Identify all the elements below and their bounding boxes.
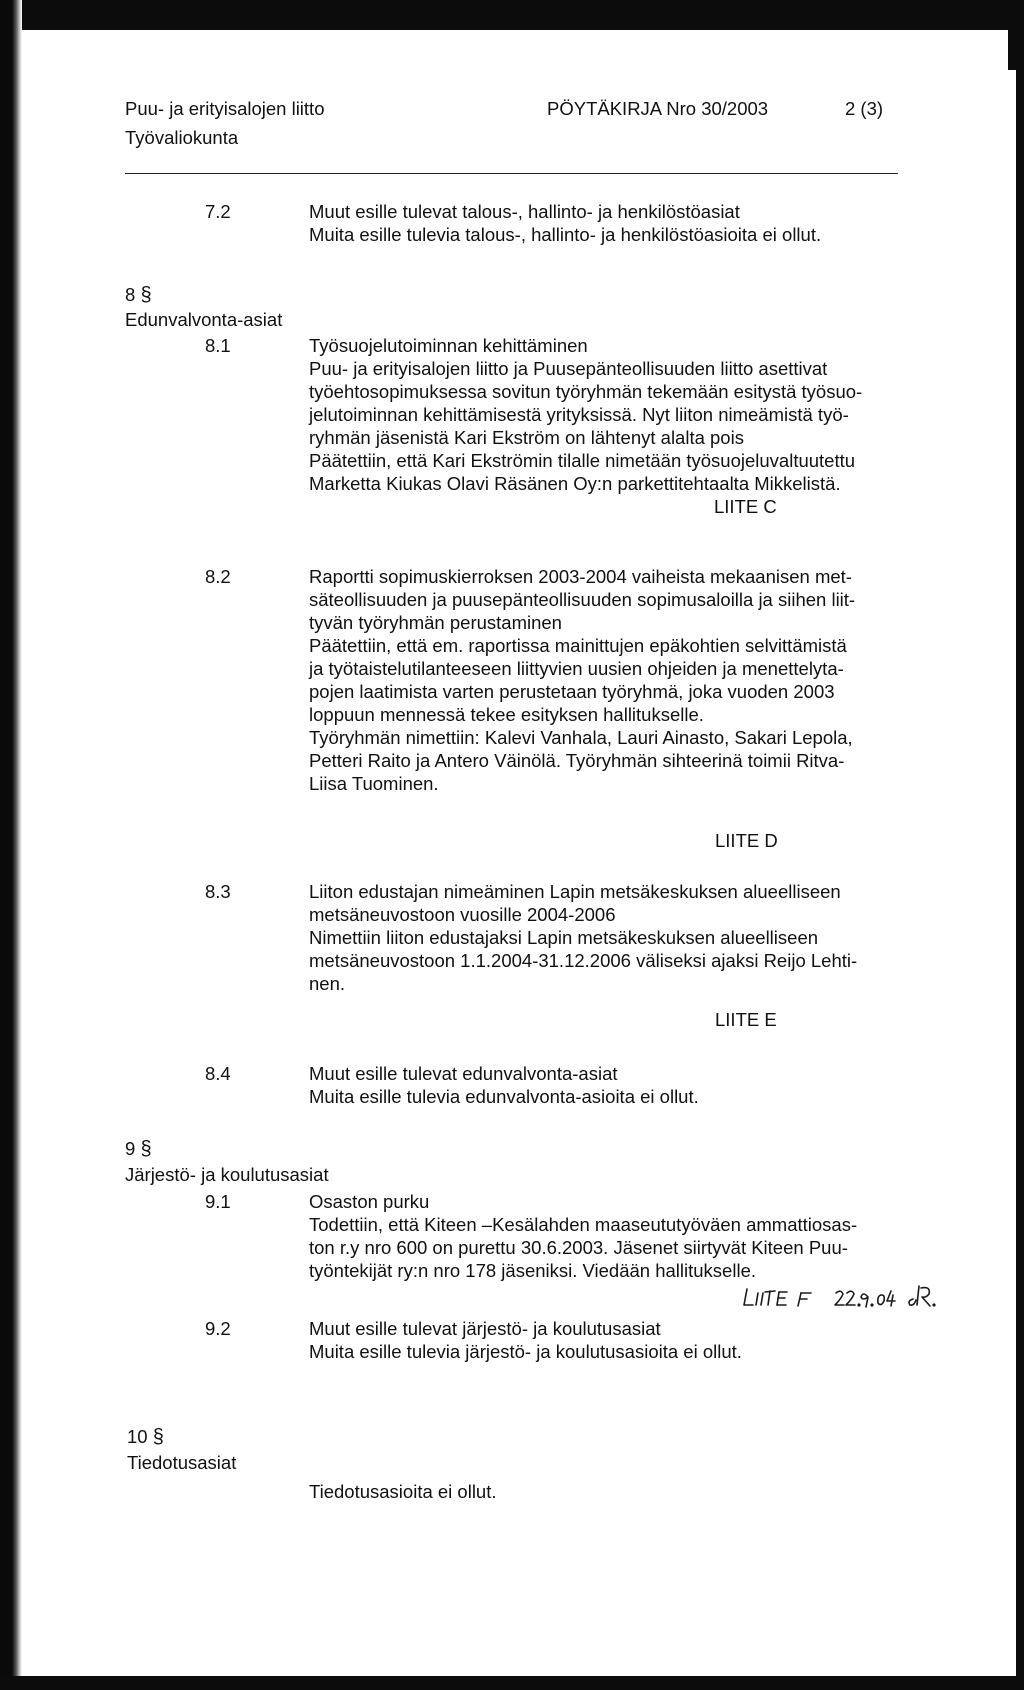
appendix-reference: LIITE C: [714, 496, 777, 517]
appendix-reference: LIITE E: [715, 1009, 777, 1030]
handwritten-annotation: [741, 1283, 947, 1313]
scan-edge-right: [1016, 0, 1024, 1690]
section-symbol: §: [140, 284, 152, 306]
item-text-line: ton r.y nro 600 on purettu 30.6.2003. Jäsenet siirtyvät Kiteen Puu-: [309, 1237, 848, 1258]
scan-edge-left: [0, 0, 22, 1690]
item-title: Osaston purku: [309, 1191, 430, 1212]
header-unit: Työvaliokunta: [125, 127, 239, 148]
item-text-line: nen.: [309, 973, 346, 994]
item-text-line: pojen laatimista varten perustetaan työryhmä, joka vuoden 2003: [309, 681, 835, 702]
item-number: 9.1: [205, 1191, 231, 1212]
item-text-line: Päätettiin, että Kari Ekströmin tilalle nimetään työsuojeluvaltuutettu: [309, 450, 856, 471]
header-page-number: 2 (3): [845, 98, 884, 119]
section-number: 9: [125, 1138, 136, 1159]
scan-edge-notch: [1008, 30, 1016, 70]
appendix-reference: LIITE D: [715, 830, 778, 851]
item-number: 8.3: [205, 881, 231, 902]
item-text-line: metsäneuvostoon 1.1.2004-31.12.2006 väliseksi ajaksi Reijo Lehti-: [309, 950, 858, 971]
item-7-2: [309, 200, 821, 246]
scan-edge-bottom: [0, 1676, 1024, 1690]
item-text-line: Liisa Tuominen.: [309, 773, 439, 794]
item-title: Muut esille tulevat järjestö- ja koulutusasiat: [309, 1318, 661, 1339]
item-8-1: [309, 334, 862, 518]
item-number: 8.4: [205, 1063, 231, 1084]
item-9-2: [309, 1317, 742, 1363]
item-text-line: Muita esille tulevia edunvalvonta-asioita ei ollut.: [309, 1086, 699, 1107]
item-title: Muut esille tulevat edunvalvonta-asiat: [309, 1063, 618, 1084]
item-title-line: metsäneuvostoon vuosille 2004-2006: [309, 904, 616, 925]
item-text-line: Muita esille tulevia järjestö- ja koulutusasioita ei ollut.: [309, 1341, 742, 1362]
section-symbol: §: [140, 1138, 152, 1160]
item-title: Muut esille tulevat talous-, hallinto- ja henkilöstöasiat: [309, 201, 740, 222]
section-number: 10: [127, 1426, 148, 1447]
item-number: 7.2: [205, 201, 231, 222]
item-title-line: Raportti sopimuskierroksen 2003-2004 vaiheista mekaanisen met-: [309, 566, 852, 587]
item-text-line: Todettiin, että Kiteen –Kesälahden maaseututyöväen ammattiosas-: [309, 1214, 858, 1235]
section-10-text: Tiedotusasioita ei ollut.: [309, 1481, 497, 1502]
item-text-line: työehtosopimuksessa sovitun työryhmän tekemään esitystä työsuo-: [309, 381, 863, 402]
section-10-number: [127, 1425, 164, 1449]
section-symbol: §: [152, 1426, 164, 1448]
item-9-1: [309, 1190, 857, 1282]
header-doc-title: PÖYTÄKIRJA Nro 30/2003: [547, 98, 769, 119]
item-text-line: työntekijät ry:n nro 178 jäseniksi. Viedään hallitukselle.: [309, 1260, 756, 1281]
item-title: Työsuojelutoiminnan kehittäminen: [309, 335, 588, 356]
item-text-line: Päätettiin, että em. raportissa mainittujen epäkohtien selvittämistä: [309, 635, 847, 656]
item-text-line: Nimettiin liiton edustajaksi Lapin metsäkeskuksen alueelliseen: [309, 927, 819, 948]
item-8-3: [309, 880, 857, 995]
item-number: 8.1: [205, 335, 231, 356]
item-8-4: [309, 1062, 699, 1108]
item-title-line: tyvän työryhmän perustaminen: [309, 612, 562, 633]
section-9-number: [125, 1137, 152, 1161]
item-text-line: Marketta Kiukas Olavi Räsänen Oy:n parkettitehtaalta Mikkelistä.: [309, 473, 841, 494]
section-8-number: [125, 283, 152, 307]
item-number: 9.2: [205, 1318, 231, 1339]
item-text-line: jelutoiminnan kehittämisestä yrityksissä. Nyt liiton nimeämistä työ-: [309, 404, 849, 425]
item-title-line: Liiton edustajan nimeäminen Lapin metsäkeskuksen alueelliseen: [309, 881, 841, 902]
item-text-line: loppuun mennessä tekee esityksen hallitukselle.: [309, 704, 704, 725]
item-text-line: Muita esille tulevia talous-, hallinto- ja henkilöstöasioita ei ollut.: [309, 224, 822, 245]
item-text-line: Puu- ja erityisalojen liitto ja Puusepänteollisuuden liitto asettivat: [309, 358, 828, 379]
section-8-heading: Edunvalvonta-asiat: [125, 309, 283, 330]
item-title-line: säteollisuuden ja puusepänteollisuuden sopimusaloilla ja siihen liit-: [309, 589, 856, 610]
item-text-line: ja työtaistelutilanteeseen liittyvien uusien ohjeiden ja menettelyta-: [309, 658, 844, 679]
item-text-line: ryhmän jäsenistä Kari Ekström on lähtenyt alalta pois: [309, 427, 744, 448]
scan-edge-top: [0, 0, 1024, 30]
section-number: 8: [125, 284, 136, 305]
item-8-2: [309, 565, 855, 795]
item-text-line: Petteri Raito ja Antero Väinölä. Työryhmän sihteerinä toimii Ritva-: [309, 750, 845, 771]
section-10-heading: Tiedotusasiat: [127, 1452, 237, 1473]
header-rule: [125, 173, 898, 174]
item-text-line: Työryhmän nimettiin: Kalevi Vanhala, Lauri Ainasto, Sakari Lepola,: [309, 727, 853, 748]
header-org: Puu- ja erityisalojen liitto: [125, 98, 325, 119]
item-number: 8.2: [205, 566, 231, 587]
section-9-heading: Järjestö- ja koulutusasiat: [125, 1164, 329, 1185]
